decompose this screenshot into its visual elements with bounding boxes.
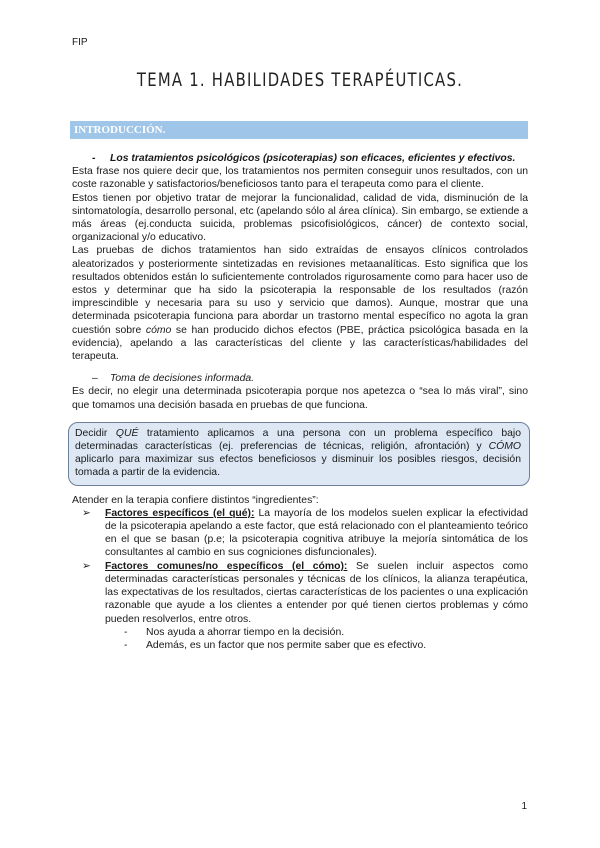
definition-callout: Decidir QUÉ tratamiento aplicamos a una persona con un problema específico bajo determinadas características (ej. preferencias de técnicas, religión, afrontación) y CÓMO aplicarlo para maximizar sus efectos beneficiosos y disminuir los posibles riesgos, decisión tomada a partir de la evidencia. bbox=[68, 422, 530, 486]
factor-label: Factores específicos (el qué): bbox=[105, 507, 255, 519]
bullet-efficacy bbox=[72, 152, 528, 165]
emphasis-como: cómo bbox=[145, 324, 172, 336]
emphasis-que: QUÉ bbox=[115, 427, 139, 439]
sub-item: - Además, es un factor que nos permite saber que es efectivo. bbox=[124, 639, 427, 651]
section-heading: INTRODUCCIÓN. bbox=[70, 121, 528, 139]
bullet-marker: – bbox=[92, 373, 98, 385]
factor-text: La mayoría de los modelos suelen explicar la efectividad de la psicoterapia apelando a este factor, que está relacionado con el planteamiento teórico en el que se basan (p.e; la psicoterapia cognitiva atribuye la mejoría sintomática de los consultantes al cambio en sus cogniciones disfuncionales). bbox=[105, 507, 529, 559]
paragraph-2: Estos tienen por objetivo tratar de mejorar la funcionalidad, calidad de vida, disminución de la sintomatología, desarrollo personal, etc (apelando sólo al área clínica). Sin embargo, se extiende a más áreas (ej.conducta suicida, problemas psicofisiológicos, cáncer) de contexto social, organizacional y/o educativo. bbox=[72, 192, 528, 244]
bullet-text: Los tratamientos psicológicos (psicoterapias) son eficaces, eficientes y efectivos. bbox=[110, 153, 516, 164]
paragraph-4: Es decir, no elegir una determinada psicoterapia porque nos apetezca o “sea lo más viral”, sino que tomamos una decisión basada en pruebas de que funciona. bbox=[72, 386, 528, 411]
paragraph-1: Esta frase nos quiere decir que, los tratamientos nos permiten conseguir unos resultados, con un coste razonable y satisfactorios/beneficiosos tanto para el terapeuta como para el cliente. bbox=[72, 166, 528, 191]
factor-label: Factores comunes/no específicos (el cómo): bbox=[105, 560, 348, 572]
page-number: 1 bbox=[521, 801, 527, 812]
factor-text: Se suelen incluir aspectos como determinadas características personales y técnicas de los clínicos, la alianza terapéutica, las expectativas de los resultados, ciertas características de los pacientes o una explicación razonable que ayude a los clientes a entender por qué tienen ciertos problemas y cómo pueden resolverlos, entre otros. bbox=[105, 560, 528, 625]
document-body bbox=[72, 152, 528, 652]
page-header: FIP bbox=[72, 37, 88, 48]
arrow-bullet-icon: ➢ bbox=[82, 507, 91, 519]
arrow-bullet-icon: ➢ bbox=[82, 560, 91, 572]
emphasis-como-callout: CÓMO bbox=[488, 441, 521, 453]
factor-common bbox=[72, 560, 528, 626]
bullet-marker: - bbox=[92, 153, 96, 164]
bullet-informed-decision bbox=[72, 372, 528, 385]
page-title: TEMA 1. HABILIDADES TERAPÉUTICAS. bbox=[136, 69, 464, 91]
bullet-text: Toma de decisiones informada. bbox=[110, 373, 255, 385]
sub-item: - Nos ayuda a ahorrar tiempo en la decisión. bbox=[124, 626, 345, 638]
paragraph-3: Las pruebas de dichos tratamientos han sido extraídas de ensayos clínicos controlados aleatorizados y posteriormente sintetizadas en revisiones metaanalíticas. Esto significa que los resultados obtenidos están lo suficientemente controlados rigurosamente como para hacer uso de estos y determinar que ha sido la psicoterapia la responsable de los resultados (razón imprescindible y necesaria para su uso y servicio que damos). Aunque, mostrar que una determinada psicoterapia funciona para abordar un trastorno mental específico no agota la gran cuestión sobre cómo se han producido dichos efectos (PBE, práctica psicológica basada en la evidencia), apelando a las características del cliente y las características/habilidades del terapeuta. bbox=[72, 245, 528, 363]
factor-specific bbox=[72, 507, 528, 560]
paragraph-5: Atender en la terapia confiere distintos “ingredientes”: bbox=[72, 494, 319, 506]
